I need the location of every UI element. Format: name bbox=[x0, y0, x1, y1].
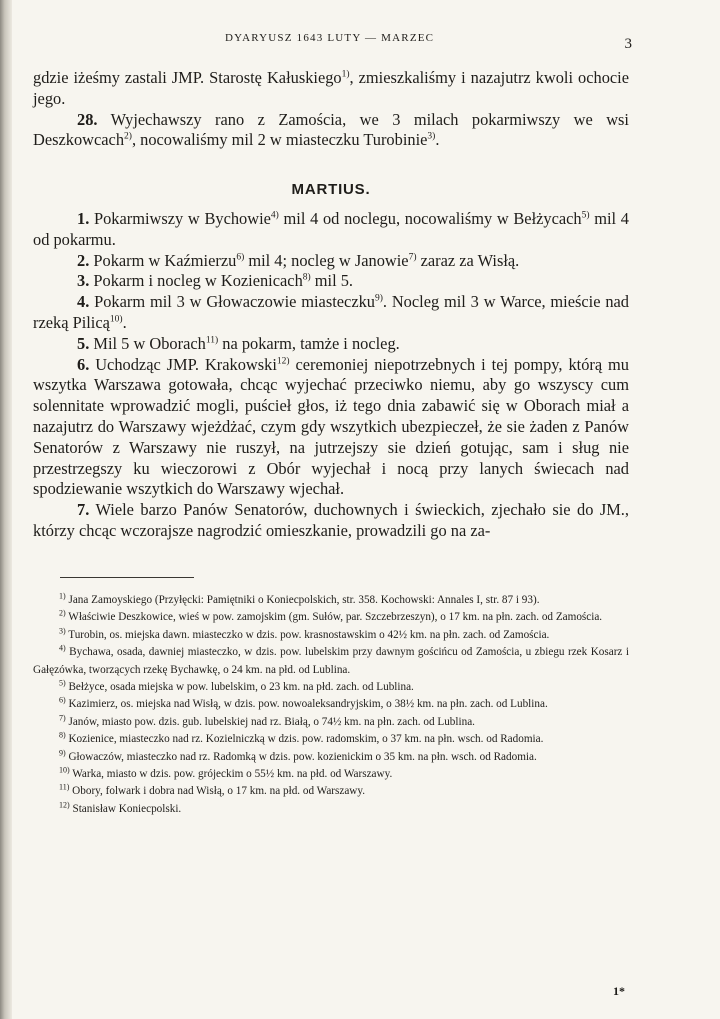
text-run: Mil 5 w Oborach bbox=[89, 333, 206, 353]
footnote-text: Obory, folwark i dobra nad Wisłą, o 17 km. na płd. od Warszawy. bbox=[69, 785, 366, 798]
footnote-number: 12) bbox=[59, 800, 70, 810]
day-number: 2. bbox=[77, 250, 90, 270]
footnote-text: Stanisław Koniecpolski. bbox=[69, 802, 182, 815]
text-run: mil 4 od pokarmu. bbox=[33, 208, 630, 249]
text-run: Wiele barzo Panów Senatorów, duchownych i świeckich, zjechało sie do JM., którzy chcąc wczorajsze nagrodzić omieszkanie, prowadzili go na za- bbox=[33, 500, 629, 540]
footnote-number: 6) bbox=[59, 695, 66, 705]
entry-3 bbox=[33, 271, 629, 292]
page-header bbox=[0, 30, 720, 54]
paragraph-continuation bbox=[33, 68, 629, 110]
footnote-ref: 4) bbox=[270, 210, 279, 221]
footnotes bbox=[33, 592, 629, 818]
text-run: Pokarmiwszy w Bychowie bbox=[89, 208, 271, 228]
footnote bbox=[33, 609, 629, 626]
day-number: 4. bbox=[77, 292, 90, 312]
footnote-number: 1) bbox=[59, 591, 66, 601]
footnote-ref: 3) bbox=[427, 131, 436, 142]
footnote-number: 9) bbox=[59, 747, 66, 757]
text-run: . Nocleg mil 3 w Warce, mieście nad rzeką Pilicą bbox=[33, 292, 629, 332]
footnote bbox=[33, 714, 629, 731]
main-text bbox=[33, 68, 629, 542]
day-number: 7. bbox=[77, 500, 90, 520]
text-run: mil 4; nocleg w Janowie bbox=[244, 250, 409, 270]
text-run: Pokarm w Kaźmierzu bbox=[89, 250, 237, 270]
page-number: 3 bbox=[624, 36, 632, 52]
footnote-text: Kozienice, miasteczko nad rz. Kozielniczką w dzis. pow. radomskim, o 37 km. na płn. wsch. od Radomia. bbox=[65, 733, 544, 746]
footnote-ref: 2) bbox=[124, 131, 132, 142]
text-run: mil 5. bbox=[310, 271, 354, 291]
footnote bbox=[33, 749, 629, 766]
entry-7 bbox=[33, 500, 629, 542]
footnote-text: Janów, miasto pow. dzis. gub. lubelskiej nad rz. Białą, o 74½ km. na płn. zach. od Lublina. bbox=[65, 715, 475, 728]
section-title: MARTIUS. bbox=[291, 181, 371, 199]
entry-28 bbox=[33, 110, 629, 152]
footnote-ref: 12) bbox=[276, 356, 290, 367]
text-run: , zmieszkaliśmy i nazajutrz kwoli ochocie jego. bbox=[33, 68, 629, 108]
footnote-text: Turobin, os. miejska dawn. miasteczko w dzis. pow. krasnostawskim o 42½ km. na płn. zach. od Zamościa. bbox=[65, 628, 550, 641]
footnote-text: Kazimierz, os. miejska nad Wisłą, w dzis. pow. nowoaleksandryjskim, o 38½ km. na płn. zach. od Lublina. bbox=[65, 698, 548, 711]
footnote bbox=[33, 801, 629, 818]
signature-mark: 1* bbox=[613, 984, 625, 998]
footnote-ref: 9) bbox=[374, 293, 383, 304]
footnote-number: 8) bbox=[59, 730, 66, 740]
text-run: zaraz za Wisłą. bbox=[416, 250, 520, 270]
day-number: 28. bbox=[77, 109, 98, 129]
footnote-number: 4) bbox=[59, 643, 66, 653]
footnote-text: Właściwie Deszkowice, wieś w pow. zamojskim (gm. Sułów, par. Szczebrzeszyn), o 17 km. na płn. zach. od Zamościa. bbox=[65, 611, 603, 624]
day-number: 1. bbox=[77, 208, 90, 228]
footnote-ref: 1) bbox=[341, 69, 350, 80]
footnote-text: Bychawa, osada, dawniej miasteczko, w dzis. pow. lubelskim przy dawnym gościńcu od Zamościa, u zbiegu rzek Kosarz i Gałęzówka, tworzących rzekę Bychawkę, o 24 km. na płd. od Lublina. bbox=[33, 646, 629, 676]
text-run: gdzie iżeśmy zastali JMP. Starostę Kałuskiego bbox=[33, 68, 342, 87]
text-run: Pokarm i nocleg w Kozienicach bbox=[89, 271, 303, 291]
entry-1 bbox=[33, 209, 629, 251]
day-number: 3. bbox=[77, 271, 90, 291]
day-number: 6. bbox=[77, 354, 90, 374]
footnote bbox=[33, 627, 629, 644]
day-number: 5. bbox=[77, 333, 90, 353]
footnote bbox=[33, 592, 629, 609]
footnote bbox=[33, 696, 629, 713]
entry-4 bbox=[33, 292, 629, 334]
footnote-number: 2) bbox=[59, 608, 66, 618]
footnote-number: 11) bbox=[59, 782, 70, 792]
footnote-ref: 8) bbox=[302, 272, 311, 283]
footnote-text: Warka, miasto w dzis. pow. grójeckim o 55½ km. na płd. od Warszawy. bbox=[69, 768, 393, 781]
entry-2 bbox=[33, 251, 629, 272]
running-head: DYARYUSZ 1643 LUTY — MARZEC bbox=[225, 32, 435, 44]
footnote bbox=[33, 783, 629, 800]
footnote bbox=[33, 644, 629, 679]
text-run: . bbox=[122, 312, 127, 332]
footnote-text: Bełżyce, osada miejska w pow. lubelskim, o 23 km. na płd. zach. od Lublina. bbox=[65, 681, 414, 694]
entry-5 bbox=[33, 334, 629, 355]
footnote bbox=[33, 679, 629, 696]
text-run: na pokarm, tamże i nocleg. bbox=[218, 333, 400, 353]
text-run: Uchodząc JMP. Krakowski bbox=[89, 354, 277, 374]
footnote-number: 7) bbox=[59, 713, 66, 723]
scan-edge-shadow bbox=[0, 0, 12, 1019]
text-run: Pokarm mil 3 w Głowaczowie miasteczku bbox=[89, 292, 375, 312]
footnote-rule bbox=[60, 577, 194, 578]
footnote-text: Jana Zamoyskiego (Przyłęcki: Pamiętniki o Koniecpolskich, str. 358. Kochowski: Annales I, str. 87 i 93). bbox=[65, 594, 540, 606]
footnote-ref: 6) bbox=[236, 252, 245, 263]
footnote-ref: 5) bbox=[581, 210, 590, 221]
text-run: ceremoniej niepotrzebnych i tej pompy, którą mu wszytka Warszawa gotowała, chcąc wyjechać przeciwko niemu, aby go wszyscy cum solennitate wprowadzić mogli, puścieł głos, iż tego dnia zabawić się w Oborach miał a nazajutrz do Warszawy wjeżdżać, czym gdy wszytkich ubezpieczeł, że sie żaden z Panów Senatorów z Warszawy nie ruszył, na jutrzejszy sie dzień gotując, sam i sług nie przestrzegszy ku wieczorowi z Obór wyjechał i nocą przy lanych świecach nad spodziewanie wszytkich do Warszawy wjechał. bbox=[33, 354, 629, 499]
text-run: , nocowaliśmy mil 2 w miasteczku Turobinie bbox=[131, 130, 428, 150]
footnote-ref: 11) bbox=[205, 335, 219, 346]
entry-6 bbox=[33, 355, 629, 501]
footnote bbox=[33, 731, 629, 748]
footnote-number: 5) bbox=[59, 678, 66, 688]
footnote-ref: 7) bbox=[408, 252, 417, 263]
footnote-ref: 10) bbox=[109, 314, 123, 325]
footnote-number: 3) bbox=[59, 626, 66, 636]
text-run: Wyjechawszy rano z Zamościa, we 3 milach pokarmiwszy we wsi Deszkowcach bbox=[33, 109, 629, 150]
text-run: . bbox=[435, 130, 440, 150]
footnote-text: Głowaczów, miasteczko nad rz. Radomką w dzis. pow. kozienickim o 35 km. na płn. wsch. od Radomia. bbox=[65, 750, 537, 763]
footnote bbox=[33, 766, 629, 783]
footnote-number: 10) bbox=[59, 765, 70, 775]
text-run: mil 4 od noclegu, nocowaliśmy w Bełżycach bbox=[278, 208, 582, 228]
